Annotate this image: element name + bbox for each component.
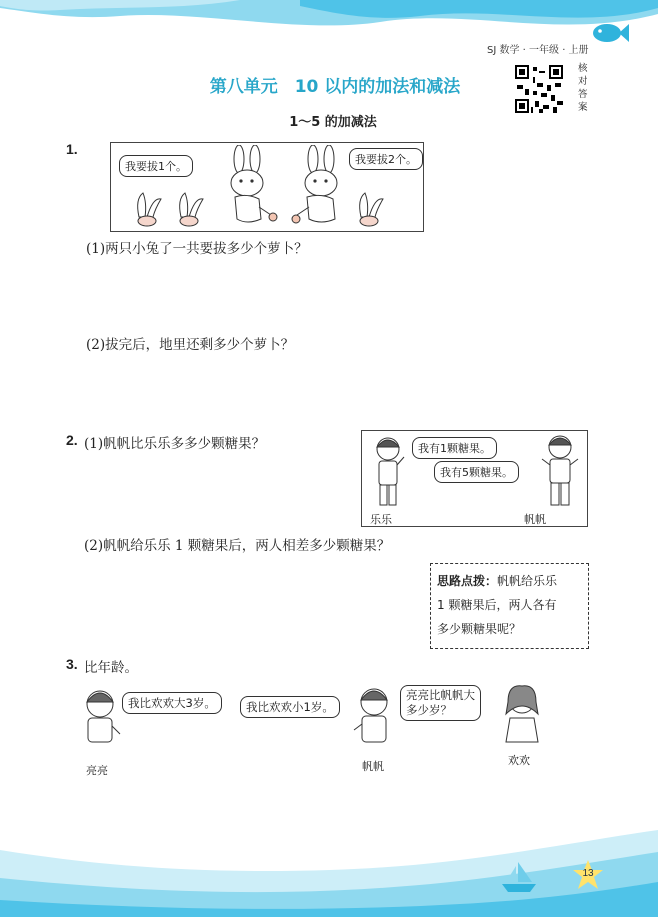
child-huanhuan-icon xyxy=(500,684,544,754)
child-liangliang-icon xyxy=(80,688,122,756)
bubble-line2: 多少岁？ xyxy=(406,703,452,717)
speech-bubble-huanhuan xyxy=(400,685,481,721)
radish-group-left xyxy=(131,187,211,229)
boy-lele-icon xyxy=(368,435,408,509)
section-title: 1～5 的加减法 xyxy=(289,115,377,130)
q2-part2: (2)帆帆给乐乐 1 颗糖果后，两人相差多少颗糖果？ xyxy=(84,538,391,554)
name-liangliang: 亮亮 xyxy=(86,764,108,777)
speech-bubble-liangliang: 我比欢欢大3岁。 xyxy=(122,692,222,714)
speech-bubble-lele: 我有1颗糖果。 xyxy=(412,437,497,459)
hint-line3: 多少颗糖果呢？ xyxy=(437,622,522,636)
speech-bubble-fanfan: 我有5颗糖果。 xyxy=(434,461,519,483)
name-fanfan-q3: 帆帆 xyxy=(362,760,384,773)
q1-part2: (2)拔完后，地里还剩多少个萝卜？ xyxy=(86,337,295,353)
speech-bubble-left-rabbit: 我要拔1个。 xyxy=(119,155,193,177)
rabbit-right-icon xyxy=(289,145,351,229)
hint-box xyxy=(430,563,589,649)
radish-right xyxy=(351,187,391,229)
unit-title: 第八单元 10 以内的加法和减法 xyxy=(209,77,461,97)
page-number: 13 xyxy=(582,868,594,879)
q1-illustration xyxy=(110,142,424,232)
question-number-3: 3. xyxy=(66,656,78,672)
name-fanfan: 帆帆 xyxy=(524,513,546,526)
q1-part1: (1)两只小兔了一共要拔多少个萝卜？ xyxy=(86,241,308,257)
hint-line1: 帆帆给乐乐 xyxy=(497,574,558,588)
hint-line2: 1 颗糖果后，两人各有 xyxy=(437,598,557,612)
question-number-1: 1. xyxy=(66,141,78,157)
question-number-2: 2. xyxy=(66,432,78,448)
book-tag: SJ 数学 · 一年级 · 上册 xyxy=(487,45,589,56)
qr-caption: 核对答案 xyxy=(578,63,588,113)
name-lele: 乐乐 xyxy=(370,513,392,526)
q2-part1: (1)帆帆比乐乐多多少颗糖果？ xyxy=(84,436,266,452)
boat-icon xyxy=(498,860,540,894)
q3-text: 比年龄。 xyxy=(84,660,138,676)
name-huanhuan: 欢欢 xyxy=(508,754,530,767)
child-fanfan-icon xyxy=(352,686,396,758)
rabbit-left-icon xyxy=(219,145,279,229)
bubble-line1: 亮亮比帆帆大 xyxy=(406,688,475,702)
speech-bubble-right-rabbit: 我要拔2个。 xyxy=(349,148,423,170)
fish-icon xyxy=(590,18,630,48)
q2-illustration xyxy=(361,430,588,527)
footer-wave-decoration xyxy=(0,830,658,917)
hint-title: 思路点拨： xyxy=(437,574,498,588)
speech-bubble-fanfan-age: 我比欢欢小1岁。 xyxy=(240,696,340,718)
boy-fanfan-icon xyxy=(538,433,582,509)
